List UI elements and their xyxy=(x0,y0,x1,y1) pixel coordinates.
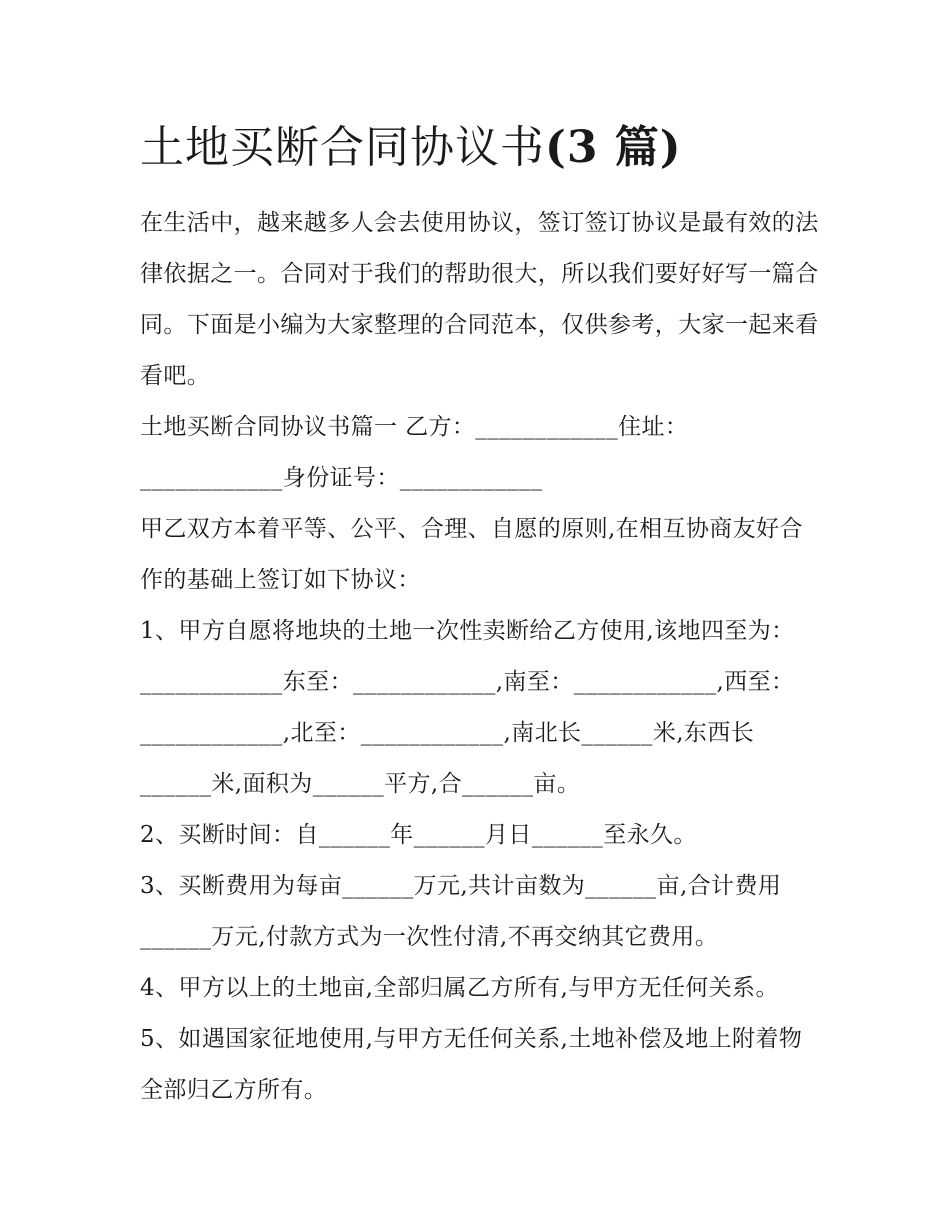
document-title xyxy=(140,118,820,178)
clause-1: 1、甲方自愿将地块的土地一次性卖断给乙方使用,该地四至为：____________东至：____________,南至：____________,西至：____________,北至：____________,南北长______米,东西长______米,面积为______平方,合______亩。 xyxy=(140,618,795,797)
clause-2: 2、买断时间：自______年______月日______至永久。 xyxy=(140,822,697,848)
title-main: 土地买断合同协议书 xyxy=(140,122,545,173)
intro-paragraph: 在生活中，越来越多人会去使用协议，签订签订协议是最有效的法律依据之一。合同对于我们的帮助很大，所以我们要好好写一篇合同。下面是小编为大家整理的合同范本，仅供参考，大家一起来看看吧。 xyxy=(140,210,819,389)
party-info-paragraph: 土地买断合同协议书篇一 乙方：____________住址：____________身份证号：____________ xyxy=(140,414,689,491)
clause-5: 5、如遇国家征地使用,与甲方无任何关系,土地补偿及地上附着物全部归乙方所有。 xyxy=(140,1026,803,1103)
clause-4: 4、甲方以上的土地亩,全部归属乙方所有,与甲方无任何关系。 xyxy=(140,975,779,1001)
title-suffix: (3 篇) xyxy=(545,122,682,173)
clause-3: 3、买断费用为每亩______万元,共计亩数为______亩,合计费用______万元,付款方式为一次性付清,不再交纳其它费用。 xyxy=(140,873,782,950)
principle-paragraph: 甲乙双方本着平等、公平、合理、自愿的原则,在相互协商友好合作的基础上签订如下协议： xyxy=(140,516,803,593)
document-page xyxy=(140,118,820,1116)
